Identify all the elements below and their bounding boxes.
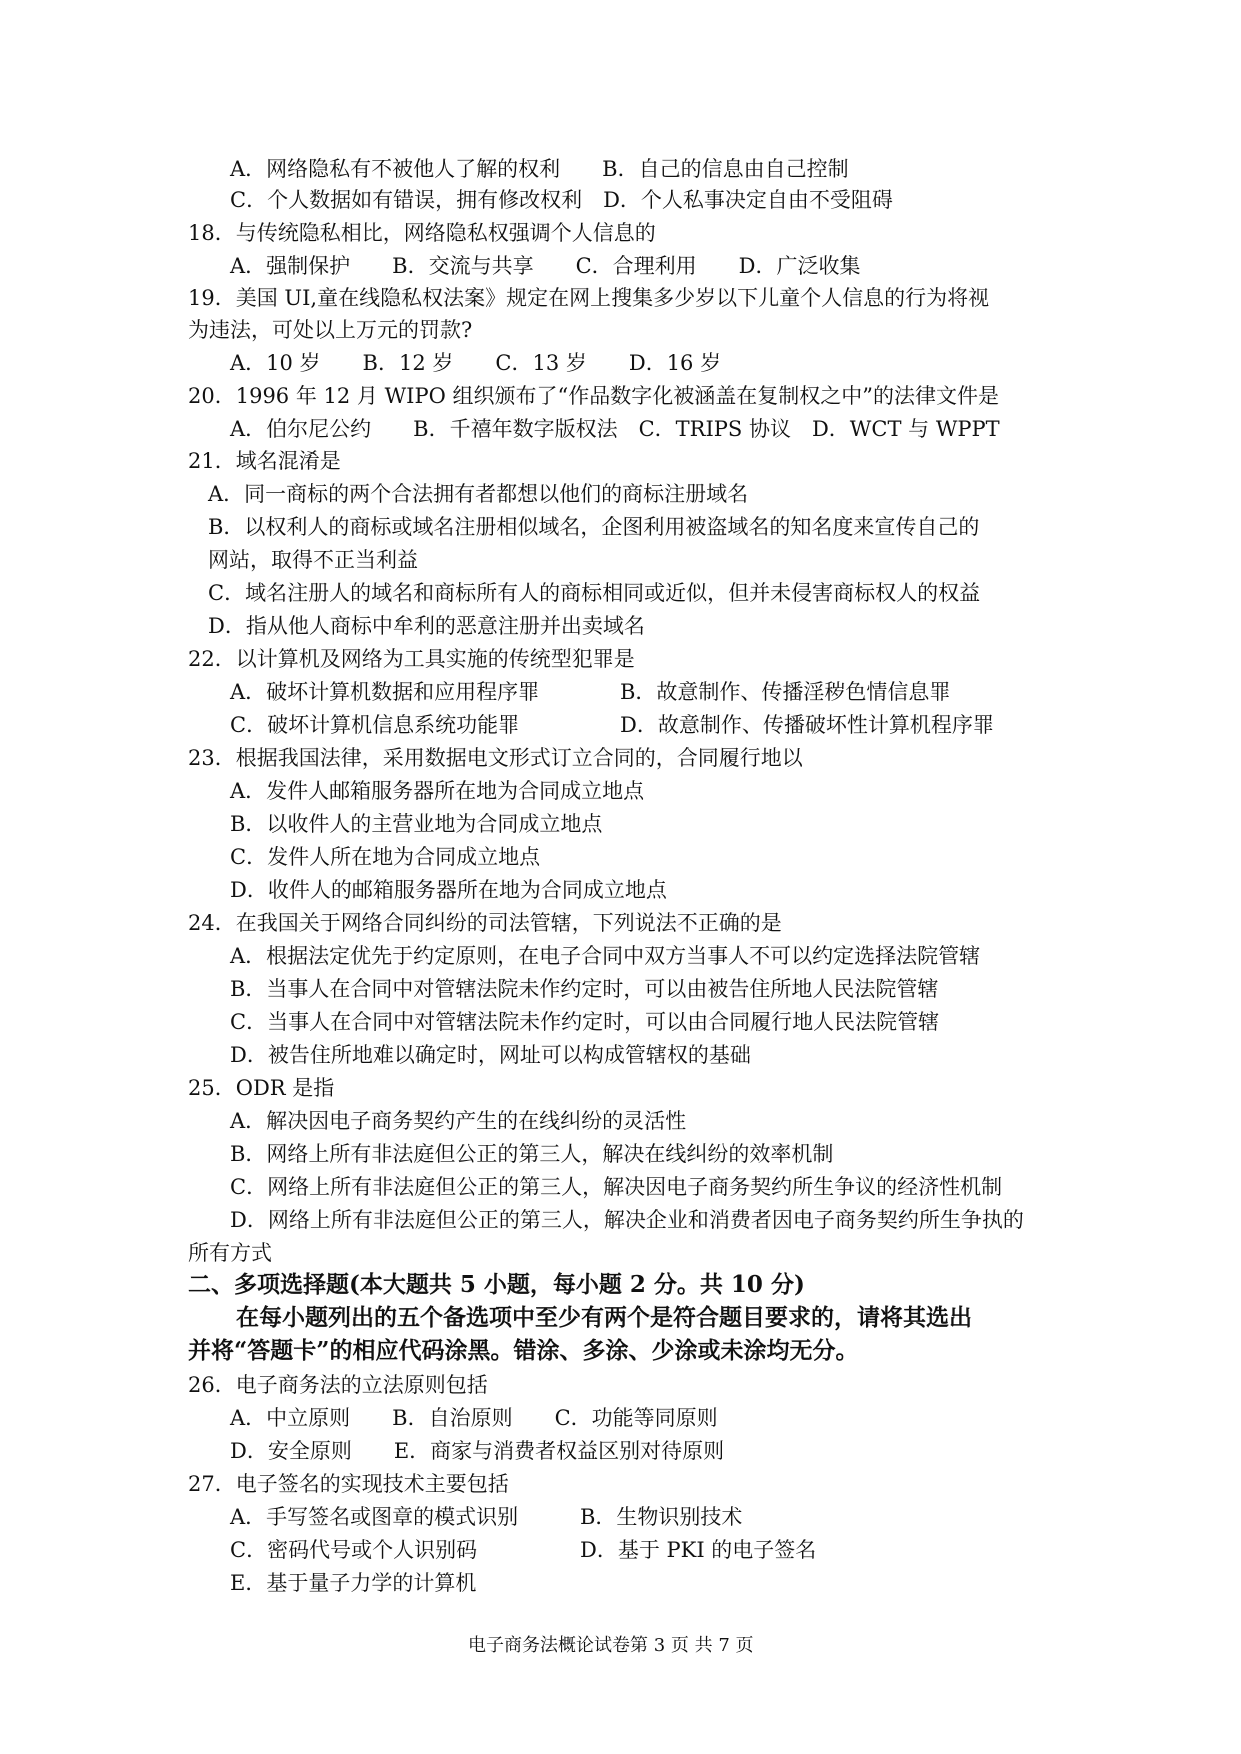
q17-options-cd: C．个人数据如有错误，拥有修改权利 D．个人私事决定自由不受阻碍 xyxy=(230,188,893,212)
q23-stem: 23．根据我国法律，采用数据电文形式订立合同的，合同履行地以 xyxy=(188,746,803,770)
q18-options: A．强制保护 B．交流与共享 C．合理利用 D．广泛收集 xyxy=(230,254,861,278)
q23-option-b: B．以收件人的主营业地为合同成立地点 xyxy=(230,812,603,836)
section-instruction-cont: 并将“答题卡”的相应代码涂黑。错涂、多涂、少涂或未涂均无分。 xyxy=(188,1337,859,1364)
q22-option-a: A．破坏计算机数据和应用程序罪 xyxy=(230,680,540,704)
q21-stem: 21．域名混淆是 xyxy=(188,449,341,473)
q27-option-d: D．基于 PKI 的电子签名 xyxy=(580,1538,817,1562)
q23-option-a: A．发件人邮箱服务器所在地为合同成立地点 xyxy=(230,779,645,803)
q24-option-b: B．当事人在合同中对管辖法院未作约定时，可以由被告住所地人民法院管辖 xyxy=(230,977,939,1001)
q25-stem: 25．ODR 是指 xyxy=(188,1076,335,1100)
section-instruction: 在每小题列出的五个备选项中至少有两个是符合题目要求的，请将其选出 xyxy=(236,1304,972,1331)
q19-stem: 19．美国 UI,童在线隐私权法案》规定在网上搜集多少岁以下儿童个人信息的行为将视 xyxy=(188,286,990,310)
q22-option-b: B．故意制作、传播淫秽色情信息罪 xyxy=(620,680,951,704)
q27-option-e: E．基于量子力学的计算机 xyxy=(230,1571,477,1595)
q24-option-d: D．被告住所地难以确定时，网址可以构成管辖权的基础 xyxy=(230,1043,751,1067)
section-heading: 二、多项选择题(本大题共 5 小题，每小题 2 分。共 10 分) xyxy=(188,1271,805,1298)
q22-option-c: C．破坏计算机信息系统功能罪 xyxy=(230,713,520,737)
q24-option-a: A．根据法定优先于约定原则，在电子合同中双方当事人不可以约定选择法院管辖 xyxy=(230,944,981,968)
q26-stem: 26．电子商务法的立法原则包括 xyxy=(188,1373,488,1397)
q20-options: A．伯尔尼公约 B．千禧年数字版权法 C．TRIPS 协议 D．WCT 与 WPPT xyxy=(230,417,1000,441)
q27-option-a: A．手写签名或图章的模式识别 xyxy=(230,1505,519,1529)
q26-options-de: D．安全原则 E．商家与消费者权益区别对待原则 xyxy=(230,1439,725,1463)
q19-stem-cont: 为违法，可处以上万元的罚款? xyxy=(188,318,473,342)
q27-stem: 27．电子签名的实现技术主要包括 xyxy=(188,1472,509,1496)
q25-option-a: A．解决因电子商务契约产生的在线纠纷的灵活性 xyxy=(230,1109,687,1133)
q27-option-b: B．生物识别技术 xyxy=(580,1505,743,1529)
q21-option-b: B．以权利人的商标或域名注册相似域名，企图利用被盗域名的知名度来宣传自己的 xyxy=(208,515,980,539)
q27-option-c: C．密码代号或个人识别码 xyxy=(230,1538,478,1562)
page-footer: 电子商务法概论试卷第 3 页 共 7 页 xyxy=(468,1635,754,1656)
q25-option-d-cont: 所有方式 xyxy=(188,1241,272,1265)
q25-option-b: B．网络上所有非法庭但公正的第三人，解决在线纠纷的效率机制 xyxy=(230,1142,834,1166)
q25-option-c: C．网络上所有非法庭但公正的第三人，解决因电子商务契约所生争议的经济性机制 xyxy=(230,1175,1003,1199)
q24-option-c: C．当事人在合同中对管辖法院未作约定时，可以由合同履行地人民法院管辖 xyxy=(230,1010,940,1034)
q21-option-d: D．指从他人商标中牟利的恶意注册并出卖域名 xyxy=(208,614,645,638)
q20-stem: 20．1996 年 12 月 WIPO 组织颁布了“作品数字化被涵盖在复制权之中”的法律文件是 xyxy=(188,384,999,408)
q24-stem: 24．在我国关于网络合同纠纷的司法管辖，下列说法不正确的是 xyxy=(188,911,782,935)
q26-options-abc: A．中立原则 B．自治原则 C．功能等同原则 xyxy=(230,1406,718,1430)
q18-stem: 18．与传统隐私相比，网络隐私权强调个人信息的 xyxy=(188,221,656,245)
q21-option-a: A．同一商标的两个合法拥有者都想以他们的商标注册域名 xyxy=(208,482,749,506)
q22-stem: 22．以计算机及网络为工具实施的传统型犯罪是 xyxy=(188,647,635,671)
q22-option-d: D．故意制作、传播破坏性计算机程序罪 xyxy=(620,713,994,737)
q23-option-c: C．发件人所在地为合同成立地点 xyxy=(230,845,541,869)
q21-option-c: C．域名注册人的域名和商标所有人的商标相同或近似，但并未侵害商标权人的权益 xyxy=(208,581,981,605)
q25-option-d: D．网络上所有非法庭但公正的第三人，解决企业和消费者因电子商务契约所生争执的 xyxy=(230,1208,1024,1232)
q21-option-b-cont: 网站，取得不正当利益 xyxy=(208,548,418,572)
q17-options-ab: A．网络隐私有不被他人了解的权利 B．自己的信息由自己控制 xyxy=(230,157,849,181)
q23-option-d: D．收件人的邮箱服务器所在地为合同成立地点 xyxy=(230,878,667,902)
q19-options: A．10 岁 B．12 岁 C．13 岁 D．16 岁 xyxy=(230,351,722,375)
